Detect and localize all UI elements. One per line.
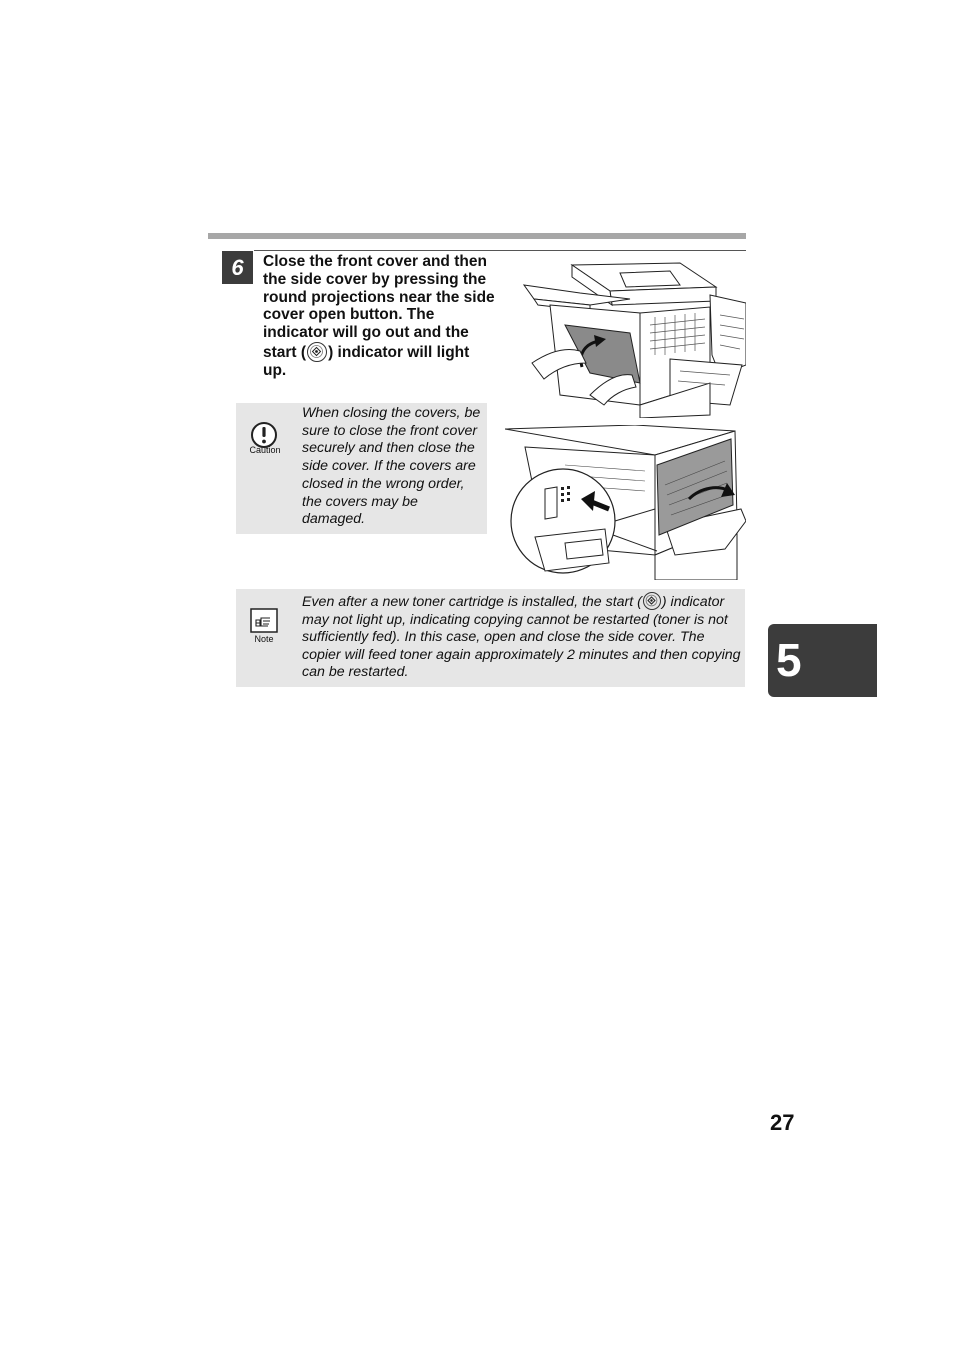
chapter-tab: 5 [768, 624, 877, 697]
start-button-icon [307, 342, 327, 362]
note-text-part-1: Even after a new toner cartridge is installed, the start ( [302, 594, 642, 610]
note-label: Note [254, 634, 274, 644]
caution-text: When closing the covers, be sure to close the front cover securely and then close the side cover. If the covers are closed in the wrong order, the covers may be damaged. [302, 405, 481, 528]
step-instruction [263, 253, 495, 380]
start-button-icon [643, 592, 661, 610]
note-text-part-2: ) indicator may not light up, indicating copying cannot be restarted (toner is not sufficiently fed). In this case, open and close the side cover. The copier will feed toner again approximately 2 minutes and then copying can be restarted. [302, 594, 741, 681]
front-cover-closing-illustration [520, 255, 746, 418]
note-icon [250, 608, 278, 633]
step-number: 6 [222, 251, 253, 284]
caution-label: Caution [249, 445, 281, 455]
step-text-part-1: Close the front cover and then the side cover by pressing the round projections near the side cover open button. The indicator will go out and the start ( [263, 253, 495, 361]
side-cover-closing-illustration [505, 425, 746, 580]
step-text-part-2: ) indicator will light up. [263, 343, 470, 379]
note-box [236, 589, 745, 687]
page-number: 27 [770, 1110, 795, 1135]
caution-box [236, 403, 487, 534]
section-thin-rule [254, 250, 746, 251]
note-text [302, 592, 742, 682]
section-top-rule [208, 233, 746, 239]
